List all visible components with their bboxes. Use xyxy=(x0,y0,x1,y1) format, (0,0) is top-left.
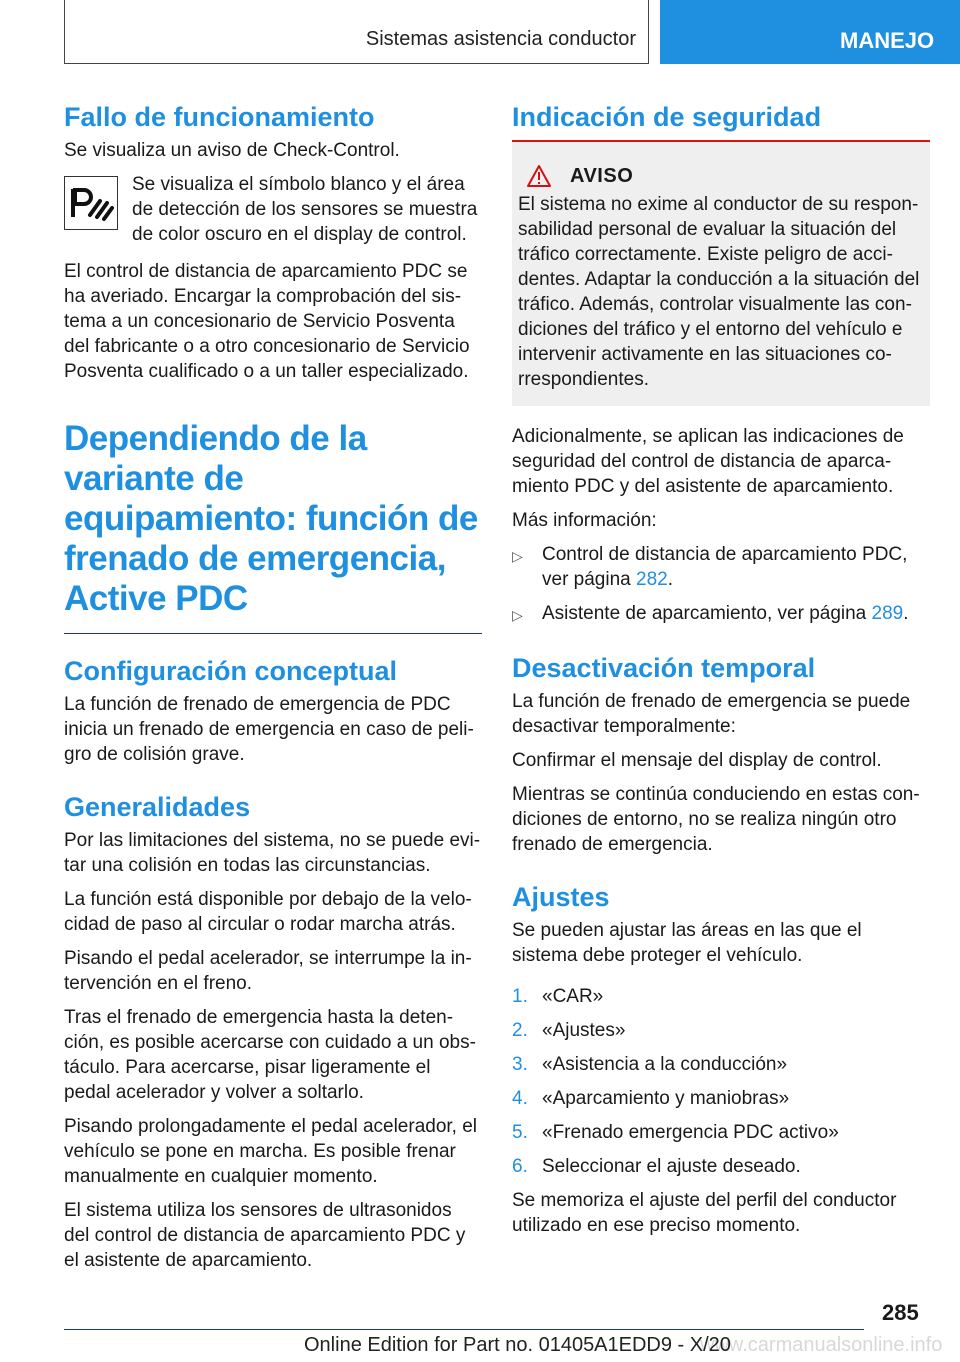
safety-additional: Adicionalmente, se aplican las indicaciones de seguridad del control de distancia de aparcamiento PDC y del asistente de aparcamiento. xyxy=(512,426,904,497)
footer-rule xyxy=(64,1329,864,1330)
warning-triangle-icon xyxy=(526,164,552,188)
triangle-bullet-icon: ▷ xyxy=(512,548,523,564)
fault-intro: Se visualiza un aviso de Check-Control. xyxy=(64,140,400,161)
settings-step: 1. «CAR» xyxy=(512,986,604,1007)
concept-heading: Configuración conceptual xyxy=(64,656,398,686)
right-column xyxy=(512,100,930,1247)
more-info-item-text: Asistente de aparcamiento, ver página 289. xyxy=(542,603,909,624)
general-paragraph: Por las limitaciones del sistema, no se puede evitar una colisión en todas las circunstancias. xyxy=(64,830,481,876)
more-info-item-text: Control de distancia de aparcamiento PDC, ver página 282. xyxy=(542,544,908,590)
general-paragraph: Pisando el pedal acelerador, se interrumpe la intervención en el freno. xyxy=(64,948,472,994)
settings-outro: Se memoriza el ajuste del perfil del conductor utilizado en ese preciso momento. xyxy=(512,1190,897,1236)
pdc-sensor-icon xyxy=(64,176,118,230)
general-paragraph: La función está disponible por debajo de la velocidad de paso al circular o rodar marcha atrás. xyxy=(64,889,472,935)
footer-edition: Online Edition for Part no. 01405A1EDD9 - X/20 xyxy=(304,1334,731,1356)
page-number: 285 xyxy=(882,1300,919,1325)
concept-body: La función de frenado de emergencia de PDC inicia un frenado de emergencia en caso de peligro de colisión grave. xyxy=(64,694,474,765)
general-paragraph: Pisando prolongadamente el pedal acelerador, el vehículo se pone en marcha. Es posible frenar manualmente en cualquier momento. xyxy=(64,1116,478,1187)
general-heading: Generalidades xyxy=(64,792,251,822)
deactivation-heading: Desactivación temporal xyxy=(512,653,816,683)
deactivation-paragraph: Mientras se continúa conduciendo en estas condiciones de entorno, no se realiza ningún otro frenado de emergencia. xyxy=(512,784,920,855)
settings-step: 3. «Asistencia a la conducción» xyxy=(512,1054,788,1075)
warning-label: AVISO xyxy=(570,164,634,187)
deactivation-paragraph: Confirmar el mensaje del display de control. xyxy=(512,750,882,771)
settings-step: 6. Seleccionar el ajuste deseado. xyxy=(512,1156,801,1177)
main-heading: Dependiendo de la variante de equipamiento: función de frenado de emergencia, Active PDC xyxy=(64,419,478,618)
general-paragraph: El sistema utiliza los sensores de ultrasonidos del control de distancia de aparcamiento PDC y el asistente de aparcamiento. xyxy=(64,1200,466,1271)
heading-rule xyxy=(64,633,482,634)
deactivation-paragraph: La función de frenado de emergencia se puede desactivar temporalmente: xyxy=(512,691,911,737)
settings-step: 2. «Ajustes» xyxy=(512,1020,626,1041)
warning-text: El sistema no exime al conductor de su responsabilidad personal de evaluar la situación del tráfico correctamente. Existe peligro de accidentes. Adaptar la conducción a la situación del tráfico. Además, controlar visualmente las condiciones del tráfico y el entorno del vehículo e intervenir activamente en las situaciones correspondientes. xyxy=(518,194,920,390)
settings-heading: Ajustes xyxy=(512,882,610,912)
triangle-bullet-icon: ▷ xyxy=(512,607,523,623)
more-info-item xyxy=(512,542,930,592)
more-info-label: Más información: xyxy=(512,510,657,531)
warning-header xyxy=(526,164,922,188)
section-tab[interactable] xyxy=(660,0,960,64)
settings-step: 4. «Aparcamiento y maniobras» xyxy=(512,1088,790,1109)
footer-watermark: www.carmanualsonline.info xyxy=(700,1334,943,1356)
general-paragraph: Tras el frenado de emergencia hasta la detención, es posible acercarse con cuidado a un obstáculo. Para acercarse, pisar ligeramente el pedal acelerador y volver a soltarlo. xyxy=(64,1007,476,1103)
page-link[interactable]: 289 xyxy=(871,603,904,624)
left-column xyxy=(64,100,482,1282)
header-title-box xyxy=(64,0,649,64)
section-tab-label: MANEJO xyxy=(840,28,935,53)
fault-icon-row xyxy=(64,172,482,247)
fault-icon-description: Se visualiza el símbolo blanco y el área de detección de los sensores se muestra de color oscuro en el display de control. xyxy=(132,174,478,245)
safety-heading: Indicación de seguridad xyxy=(512,102,822,132)
more-info-item xyxy=(512,601,930,628)
page-link[interactable]: 282 xyxy=(636,569,668,590)
settings-step: 5. «Frenado emergencia PDC activo» xyxy=(512,1122,839,1143)
header-title: Sistemas asistencia conductor xyxy=(365,28,636,50)
fault-body: El control de distancia de aparcamiento PDC se ha averiado. Encargar la comprobación del sistema a un concesionario de Servicio Posventa del fabricante o a otro concesionario de Servicio Posventa cualificado o a un taller especializado. xyxy=(64,261,470,382)
settings-intro: Se pueden ajustar las áreas en las que el sistema debe proteger el vehículo. xyxy=(512,920,862,966)
fault-heading: Fallo de funcionamiento xyxy=(64,102,375,132)
warning-box xyxy=(512,140,930,406)
